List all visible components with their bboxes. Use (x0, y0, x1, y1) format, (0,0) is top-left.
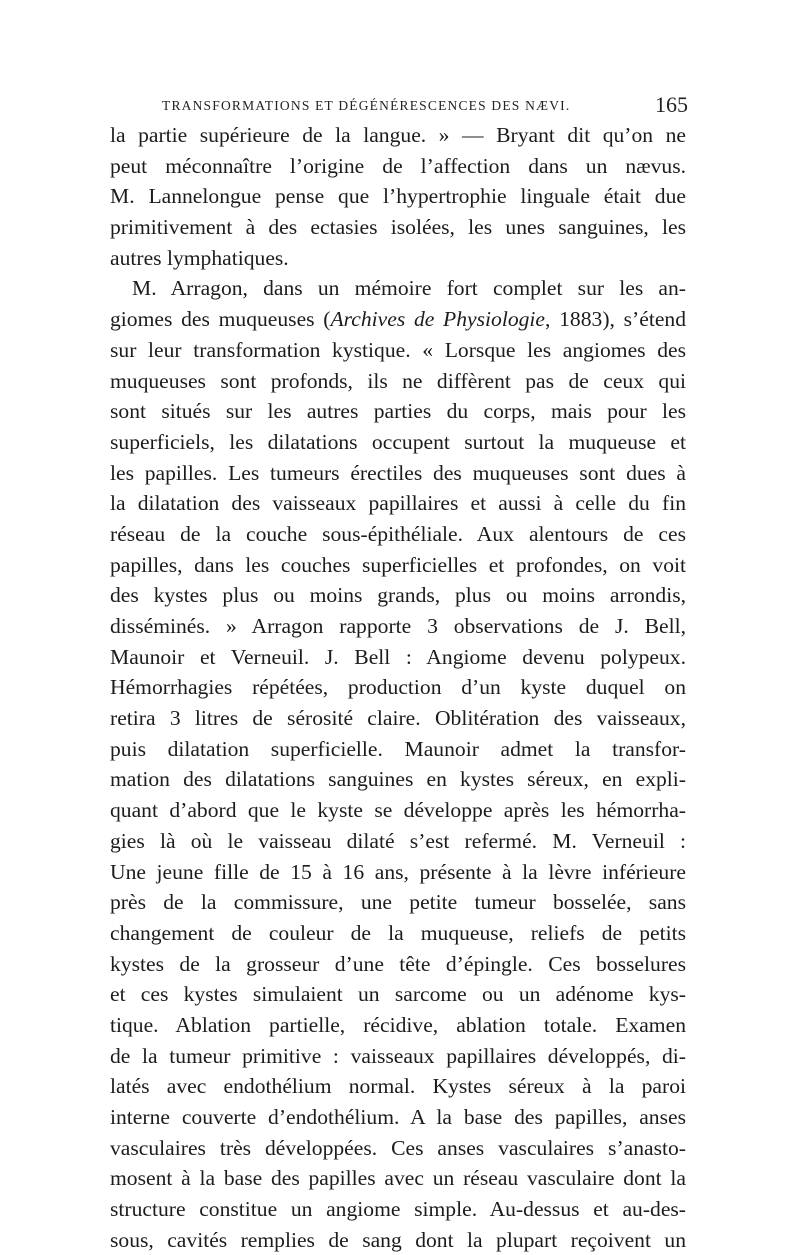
text-line: muqueuses sont profonds, ils ne diffèrent pas de ceux qui (110, 368, 686, 393)
text-line: latés avec endothélium normal. Kystes séreux à la paroi (110, 1074, 686, 1099)
text-line: disséminés. » Arragon rapporte 3 observations de J. Bell, (110, 614, 686, 638)
text-line: changement de couleur de la muqueuse, reliefs de petits (110, 920, 686, 945)
text-line: structure constitue un angiome simple. Au-dessus et au-des- (110, 1197, 686, 1222)
text-line: et ces kystes simulaient un sarcome ou un adénome kys- (110, 982, 686, 1007)
journal-title: Archives de Physiologie (330, 307, 546, 332)
text-line: Hémorrhagies répétées, production d’un kyste duquel on (110, 675, 686, 700)
running-title: TRANSFORMATIONS ET DÉGÉNÉRESCENCES DES NÆVI. (162, 98, 571, 113)
text-line: superficiels, les dilatations occupent surtout la muqueuse et (110, 429, 686, 454)
text-line: près de la commissure, une petite tumeur bosselée, sans (110, 890, 686, 915)
text-line: retira 3 litres de sérosité claire. Oblitération des vaisseaux, (110, 706, 686, 731)
text-line: primitivement à des ectasies isolées, les unes sanguines, les (110, 215, 686, 240)
text-line: peut méconnaître l’origine de l’affection dans un nævus. (110, 153, 686, 178)
text-line: interne couverte d’endothélium. A la base des papilles, anses (110, 1105, 686, 1129)
text-line: autres lymphatiques. (110, 245, 289, 270)
text-line: de la tumeur primitive : vaisseaux papillaires développés, di- (110, 1043, 686, 1068)
text-line: des kystes plus ou moins grands, plus ou moins arrondis, (110, 583, 686, 608)
text-line: mation des dilatations sanguines en kystes séreux, en expli- (110, 767, 686, 792)
text-line: kystes de la grosseur d’une tête d’épingle. Ces bosselures (110, 951, 686, 976)
text-line: sur leur transformation kystique. « Lorsque les angiomes des (110, 337, 686, 362)
text-line: mosent à la base des papilles avec un réseau vasculaire dont la (110, 1166, 686, 1191)
text-line: papilles, dans les couches superficielles et profondes, on voit (110, 552, 686, 577)
page-number: 165 (655, 92, 688, 117)
text-line: gies là où le vaisseau dilaté s’est refermé. M. Verneuil : (110, 828, 686, 853)
text-line: giomes des muqueuses (Archives de Physiologie, 1883), s’étend (110, 307, 686, 332)
text-line: la partie supérieure de la langue. » — Bryant dit qu’on ne (110, 123, 686, 147)
running-head (110, 92, 686, 120)
text-line: la dilatation des vaisseaux papillaires et aussi à celle du fin (110, 491, 686, 516)
text-line: sont situés sur les autres parties du corps, mais pour les (110, 399, 686, 424)
text-line: Maunoir et Verneuil. J. Bell : Angiome devenu polypeux. (110, 644, 686, 669)
text-line: M. Lannelongue pense que l’hypertrophie linguale était due (110, 184, 686, 209)
book-page (110, 92, 686, 1255)
text-line: quant d’abord que le kyste se développe après les hémorrha- (110, 798, 686, 823)
text-line: M. Arragon, dans un mémoire fort complet sur les an- (132, 276, 686, 301)
text-line: vasculaires très développées. Ces anses vasculaires s’anasto- (110, 1135, 686, 1160)
paragraph-2 (110, 273, 686, 1255)
text-line: tique. Ablation partielle, récidive, ablation totale. Examen (110, 1012, 686, 1037)
text-line: Une jeune fille de 15 à 16 ans, présente à la lèvre inférieure (110, 859, 686, 884)
text-line: réseau de la couche sous-épithéliale. Aux alentours de ces (110, 521, 686, 546)
paragraph-1 (110, 120, 686, 273)
text-line: puis dilatation superficielle. Maunoir admet la transfor- (110, 736, 686, 761)
text-line: sous, cavités remplies de sang dont la plupart reçoivent un (110, 1227, 686, 1252)
text-line: les papilles. Les tumeurs érectiles des muqueuses sont dues à (110, 460, 686, 485)
